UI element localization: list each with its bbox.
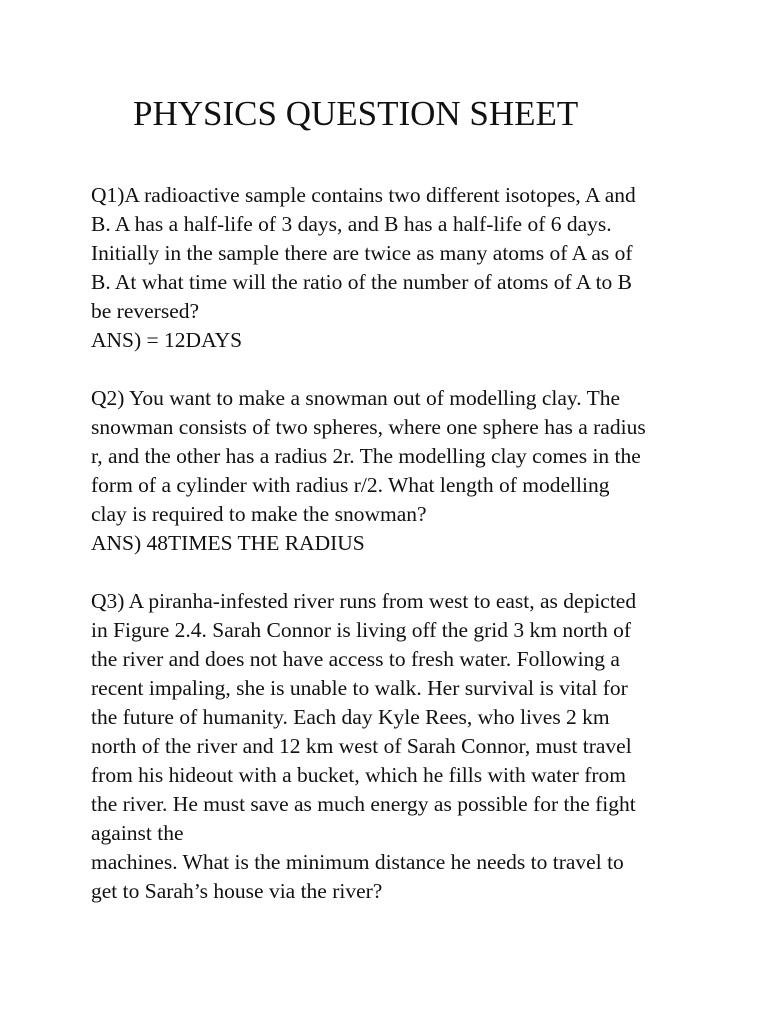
question-3-line-10: machines. What is the minimum distance he needs to travel to xyxy=(91,850,624,874)
question-1-line-2: B. A has a half-life of 3 days, and B has a half-life of 6 days. xyxy=(91,212,612,236)
questions-body xyxy=(91,181,691,906)
question-1-line-4: B. At what time will the ratio of the number of atoms of A to B xyxy=(91,270,633,294)
question-2 xyxy=(91,384,691,558)
question-3-line-3: the river and does not have access to fresh water. Following a xyxy=(91,647,620,671)
question-1 xyxy=(91,181,691,355)
question-2-line-3: r, and the other has a radius 2r. The modelling clay comes in the xyxy=(91,444,641,468)
question-2-line-2: snowman consists of two spheres, where one sphere has a radius xyxy=(91,415,646,439)
question-1-line-5: be reversed? xyxy=(91,299,200,323)
question-3-line-11: get to Sarah’s house via the river? xyxy=(91,879,383,903)
question-3-line-6: north of the river and 12 km west of Sarah Connor, must travel xyxy=(91,734,632,758)
question-3 xyxy=(91,587,691,906)
question-3-line-5: the future of humanity. Each day Kyle Rees, who lives 2 km xyxy=(91,705,610,729)
question-2-line-4: form of a cylinder with radius r/2. What length of modelling xyxy=(91,473,610,497)
paragraph-spacer xyxy=(91,355,691,384)
question-1-answer: ANS) = 12DAYS xyxy=(91,328,243,352)
question-3-line-4: recent impaling, she is unable to walk. Her survival is vital for xyxy=(91,676,628,700)
paragraph-spacer xyxy=(91,558,691,587)
page-title: PHYSICS QUESTION SHEET xyxy=(133,94,579,133)
question-3-line-7: from his hideout with a bucket, which he fills with water from xyxy=(91,763,626,787)
question-1-line-3: Initially in the sample there are twice as many atoms of A as of xyxy=(91,241,633,265)
question-3-line-8: the river. He must save as much energy as possible for the fight xyxy=(91,792,636,816)
question-3-line-9: against the xyxy=(91,821,184,845)
question-2-line-5: clay is required to make the snowman? xyxy=(91,502,427,526)
question-2-line-1: Q2) You want to make a snowman out of modelling clay. The xyxy=(91,386,621,410)
question-2-answer: ANS) 48TIMES THE RADIUS xyxy=(91,531,365,555)
question-1-line-1: Q1)A radioactive sample contains two different isotopes, A and xyxy=(91,183,636,207)
question-3-line-2: in Figure 2.4. Sarah Connor is living off the grid 3 km north of xyxy=(91,618,632,642)
question-3-line-1: Q3) A piranha-infested river runs from west to east, as depicted xyxy=(91,589,637,613)
